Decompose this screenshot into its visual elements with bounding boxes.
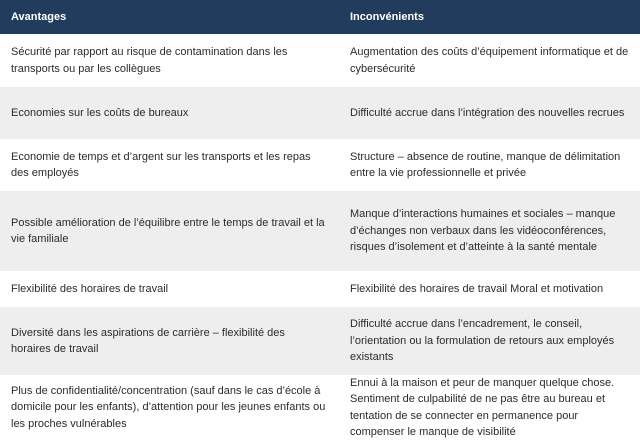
inconvenient-cell: Flexibilité des horaires de travail Moral et motivation xyxy=(340,271,640,307)
header-avantages: Avantages xyxy=(0,0,340,34)
avantage-cell: Economies sur les coûts de bureaux xyxy=(0,87,340,139)
avantage-cell: Economie de temps et d’argent sur les transports et les repas des employés xyxy=(0,139,340,191)
inconvenient-cell: Augmentation des coûts d’équipement informatique et de cybersécurité xyxy=(340,34,640,87)
inconvenient-cell: Ennui à la maison et peur de manquer quelque chose. Sentiment de culpabilité de ne pas être au bureau et tentation de se connecter en permanence pour compenser le manque de visibilité xyxy=(340,375,640,440)
inconvenient-cell: Difficulté accrue dans l’encadrement, le conseil, l’orientation ou la formulation de retours aux employés existants xyxy=(340,307,640,375)
avantage-cell: Sécurité par rapport au risque de contamination dans les transports ou par les collègues xyxy=(0,34,340,87)
inconvenient-cell: Difficulté accrue dans l’intégration des nouvelles recrues xyxy=(340,87,640,139)
avantage-cell: Possible amélioration de l’équilibre entre le temps de travail et la vie familiale xyxy=(0,191,340,271)
inconvenient-cell: Structure – absence de routine, manque de délimitation entre la vie professionnelle et privée xyxy=(340,139,640,191)
header-inconvenients: Inconvénients xyxy=(340,0,640,34)
avantage-cell: Plus de confidentialité/concentration (sauf dans le cas d’école à domicile pour les enfants), d’attention pour les jeunes enfants ou les proches vulnérables xyxy=(0,375,340,440)
avantage-cell: Flexibilité des horaires de travail xyxy=(0,271,340,307)
inconvenient-cell: Manque d’interactions humaines et sociales – manque d’échanges non verbaux dans les vidéoconférences, risques d’isolement et d’atteinte à la santé mentale xyxy=(340,191,640,271)
avantage-cell: Diversité dans les aspirations de carrière – flexibilité des horaires de travail xyxy=(0,307,340,375)
